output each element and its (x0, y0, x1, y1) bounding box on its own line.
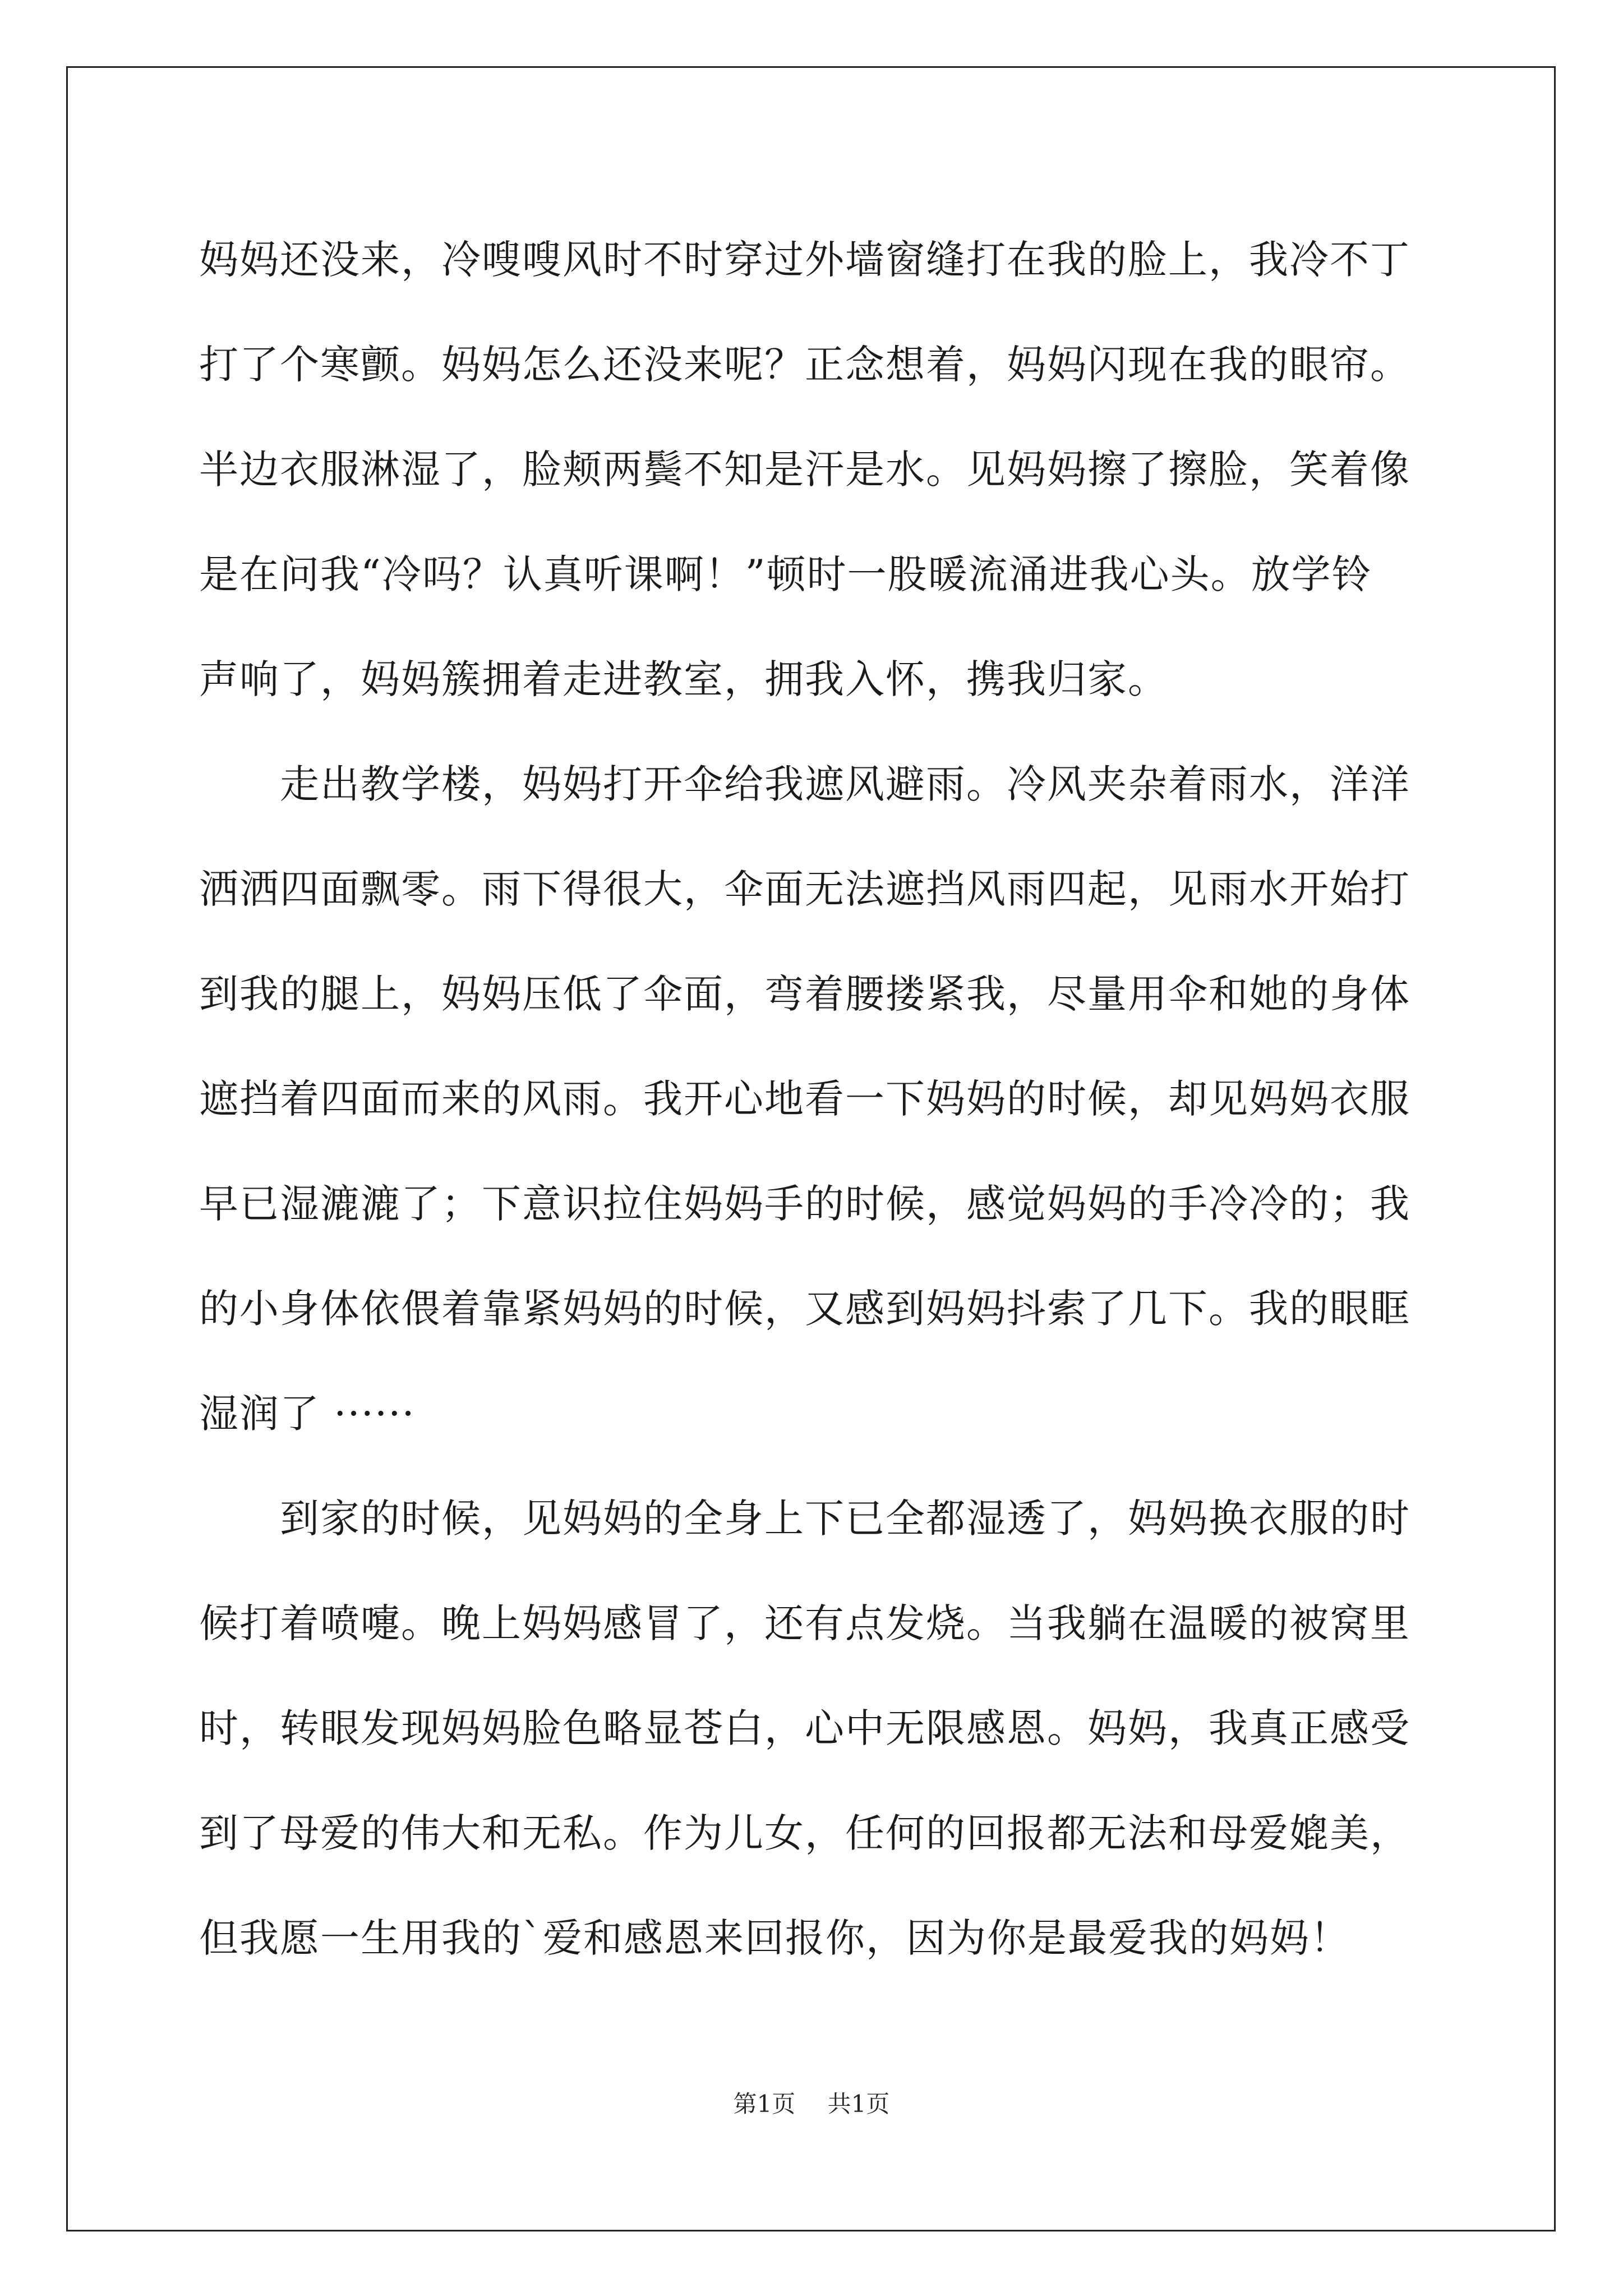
paragraph-2 (199, 732, 1433, 1466)
text-line: 湿润了 ······ (199, 1391, 416, 1437)
page-footer (0, 2086, 1623, 2119)
text-line: 声响了，妈妈簇拥着走进教室，拥我入怀，携我归家。 (199, 656, 1168, 702)
text-line: 遮挡着四面而来的风雨。我开心地看一下妈妈的时候，却见妈妈衣服 (199, 1076, 1410, 1122)
page-total: 共1页 (827, 2090, 890, 2118)
text-line: 但我愿一生用我的`爱和感恩来回报你，因为你是最爱我的妈妈！ (199, 1915, 1350, 1961)
text-line: 是在问我“冷吗？认真听课啊！”顿时一股暖流涌进我心头。放学铃 (199, 551, 1372, 597)
text-line: 到我的腿上，妈妈压低了伞面，弯着腰搂紧我，尽量用伞和她的身体 (199, 971, 1410, 1017)
text-line: 早已湿漉漉了；下意识拉住妈妈手的时候，感觉妈妈的手冷冷的；我 (199, 1181, 1410, 1227)
text-line: 时，转眼发现妈妈脸色略显苍白，心中无限感恩。妈妈，我真正感受 (199, 1705, 1410, 1751)
text-line: 的小身体依偎着靠紧妈妈的时候，又感到妈妈抖索了几下。我的眼眶 (199, 1286, 1410, 1332)
text-line: 走出教学楼，妈妈打开伞给我遮风避雨。冷风夹杂着雨水，洋洋 (199, 761, 1410, 807)
text-line: 到家的时候，见妈妈的全身上下已全都湿透了，妈妈换衣服的时 (199, 1496, 1410, 1542)
paragraph-3 (199, 1466, 1433, 1991)
text-line: 半边衣服淋湿了，脸颊两鬓不知是汗是水。见妈妈擦了擦脸，笑着像 (199, 447, 1410, 493)
text-line: 洒洒四面飘零。雨下得很大，伞面无法遮挡风雨四起，见雨水开始打 (199, 866, 1410, 912)
paragraph-1 (199, 208, 1433, 732)
text-line: 打了个寒颤。妈妈怎么还没来呢？正念想着，妈妈闪现在我的眼帘。 (199, 342, 1410, 388)
page-number: 第1页 (733, 2090, 796, 2118)
document-body (199, 208, 1433, 1991)
text-line: 到了母爱的伟大和无私。作为儿女，任何的回报都无法和母爱媲美， (199, 1810, 1410, 1856)
text-line: 候打着喷嚏。晚上妈妈感冒了，还有点发烧。当我躺在温暖的被窝里 (199, 1600, 1410, 1646)
text-line: 妈妈还没来，冷嗖嗖风时不时穿过外墙窗缝打在我的脸上，我冷不丁 (199, 237, 1410, 283)
